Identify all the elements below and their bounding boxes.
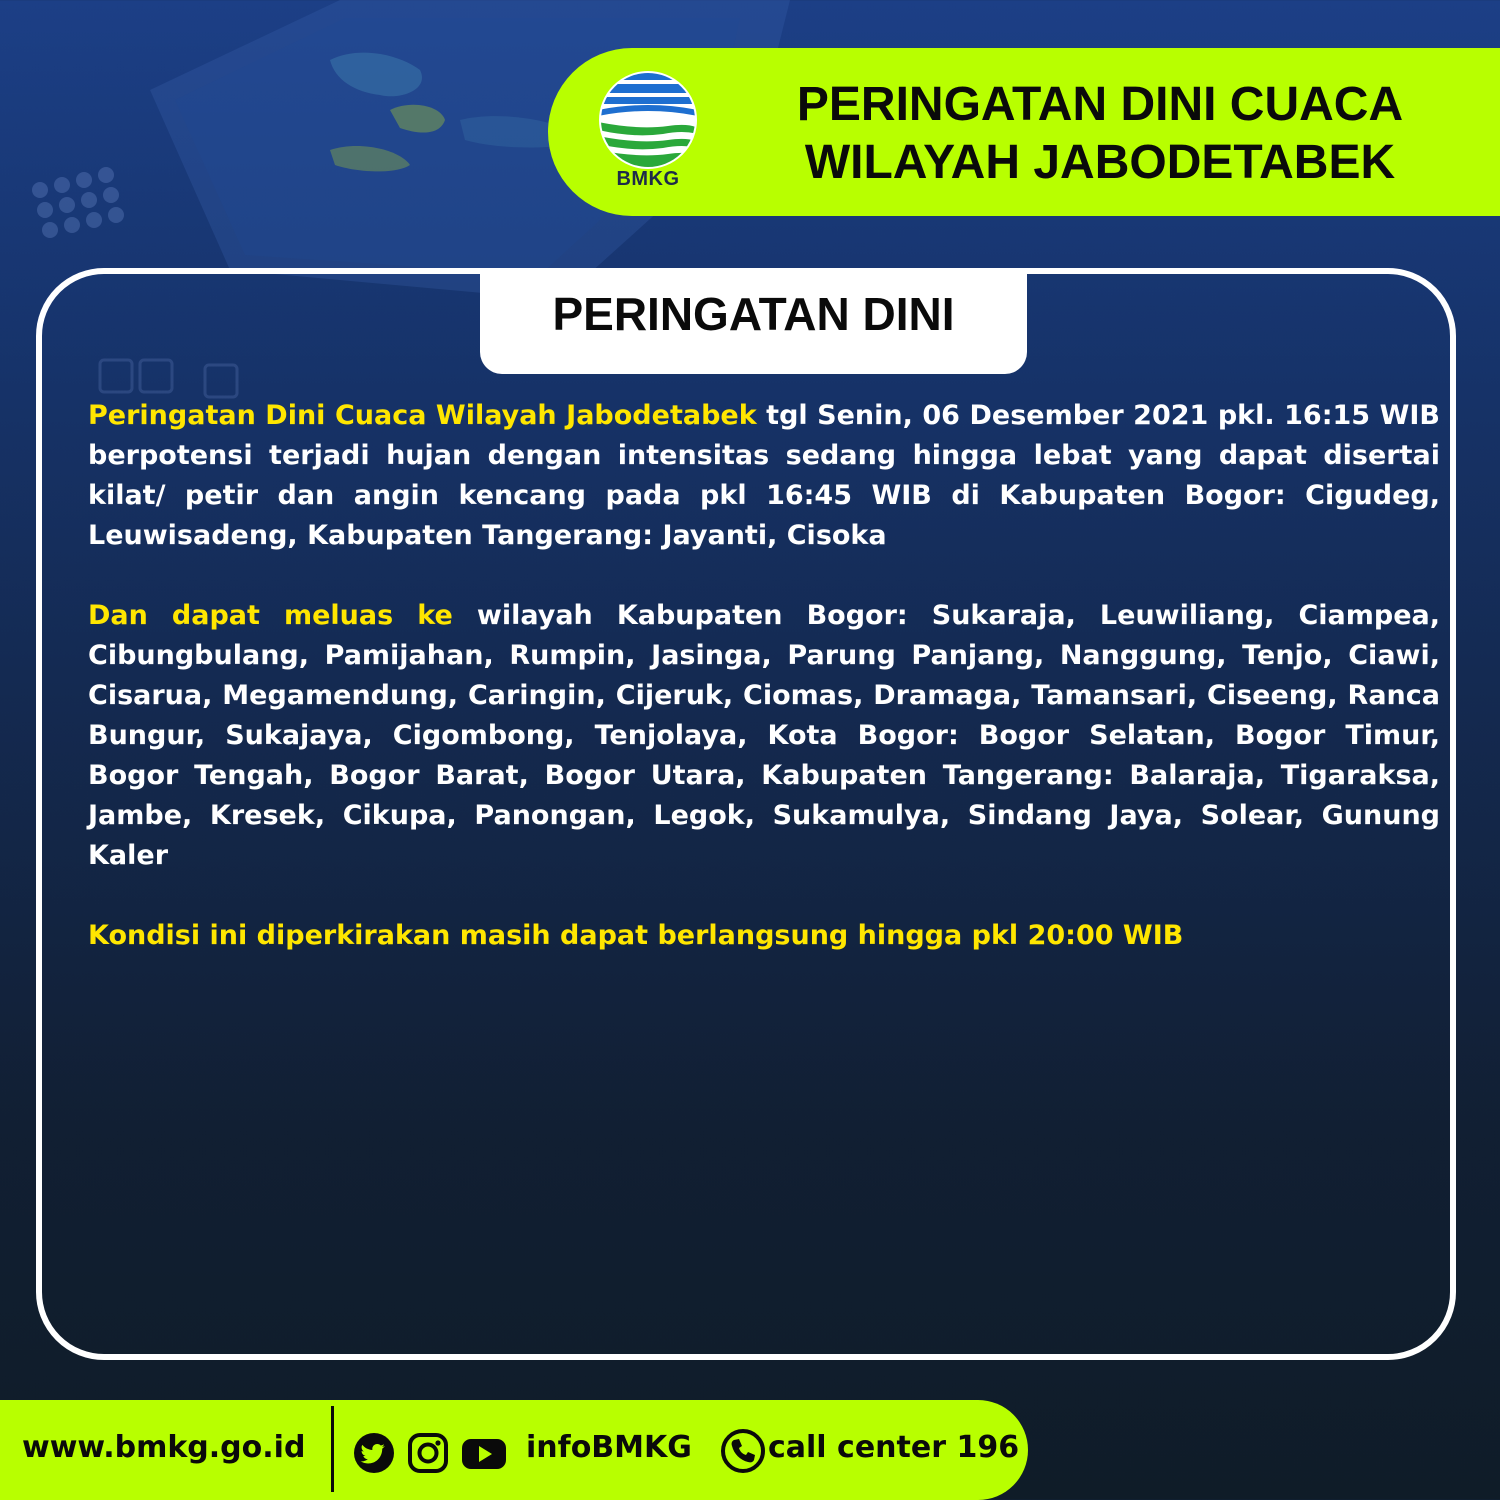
footer-divider [331, 1406, 334, 1492]
duration-paragraph [88, 916, 1440, 956]
social-handle[interactable]: infoBMKG [526, 1430, 692, 1465]
page-title-line1: PERINGATAN DINI CUACA [796, 78, 1404, 131]
paragraph-text: tgl Senin, 06 Desember 2021 pkl. 16:15 WIB berpotensi terjadi hujan dengan intensitas sedang hingga lebat yang dapat disertai kilat/ petir dan angin kencang pada pkl 16:45 WIB di Kabupaten Bogor: Cigudeg, Leuwisadeng, Kabupaten Tangerang: Jayanti, Cisoka [88, 400, 1440, 551]
website-link[interactable]: www.bmkg.go.id [22, 1430, 306, 1465]
instagram-icon[interactable] [406, 1431, 450, 1475]
paragraph-highlight: Kondisi ini diperkirakan masih dapat berlangsung hingga pkl 20:00 WIB [88, 920, 1184, 951]
call-center[interactable]: call center 196 [768, 1430, 1020, 1465]
twitter-icon[interactable] [352, 1431, 396, 1475]
paragraph-highlight: Dan dapat meluas ke [88, 600, 453, 631]
section-title: PERINGATAN DINI [552, 288, 955, 340]
page-title [720, 76, 1480, 192]
phone-icon [720, 1428, 766, 1474]
paragraph-text: wilayah Kabupaten Bogor: Sukaraja, Leuwiliang, Ciampea, Cibungbulang, Pamijahan, Rumpin, Jasinga, Parung Panjang, Nanggung, Tenjo, Ciawi, Cisarua, Megamendung, Caringin, Cijeruk, Ciomas, Dramaga, Tamansari, Ciseeng, Ranca Bungur, Sukajaya, Cigombong, Tenjolaya, Kota Bogor: Bogor Selatan, Bogor Timur, Bogor Tengah, Bogor Barat, Bogor Utara, Kabupaten Tangerang: Balaraja, Tigaraksa, Jambe, Kresek, Cikupa, Panongan, Legok, Sukamulya, Sindang Jaya, Solear, Gunung Kaler [88, 600, 1441, 871]
page-title-line2: WILAYAH JABODETABEK [804, 136, 1396, 189]
youtube-icon[interactable] [460, 1431, 508, 1475]
expansion-paragraph [88, 596, 1440, 876]
paragraph-highlight: Peringatan Dini Cuaca Wilayah Jabodetabek [88, 400, 757, 431]
warning-paragraph [88, 396, 1440, 556]
warning-body [88, 396, 1440, 996]
logo-label: BMKG [616, 168, 680, 190]
